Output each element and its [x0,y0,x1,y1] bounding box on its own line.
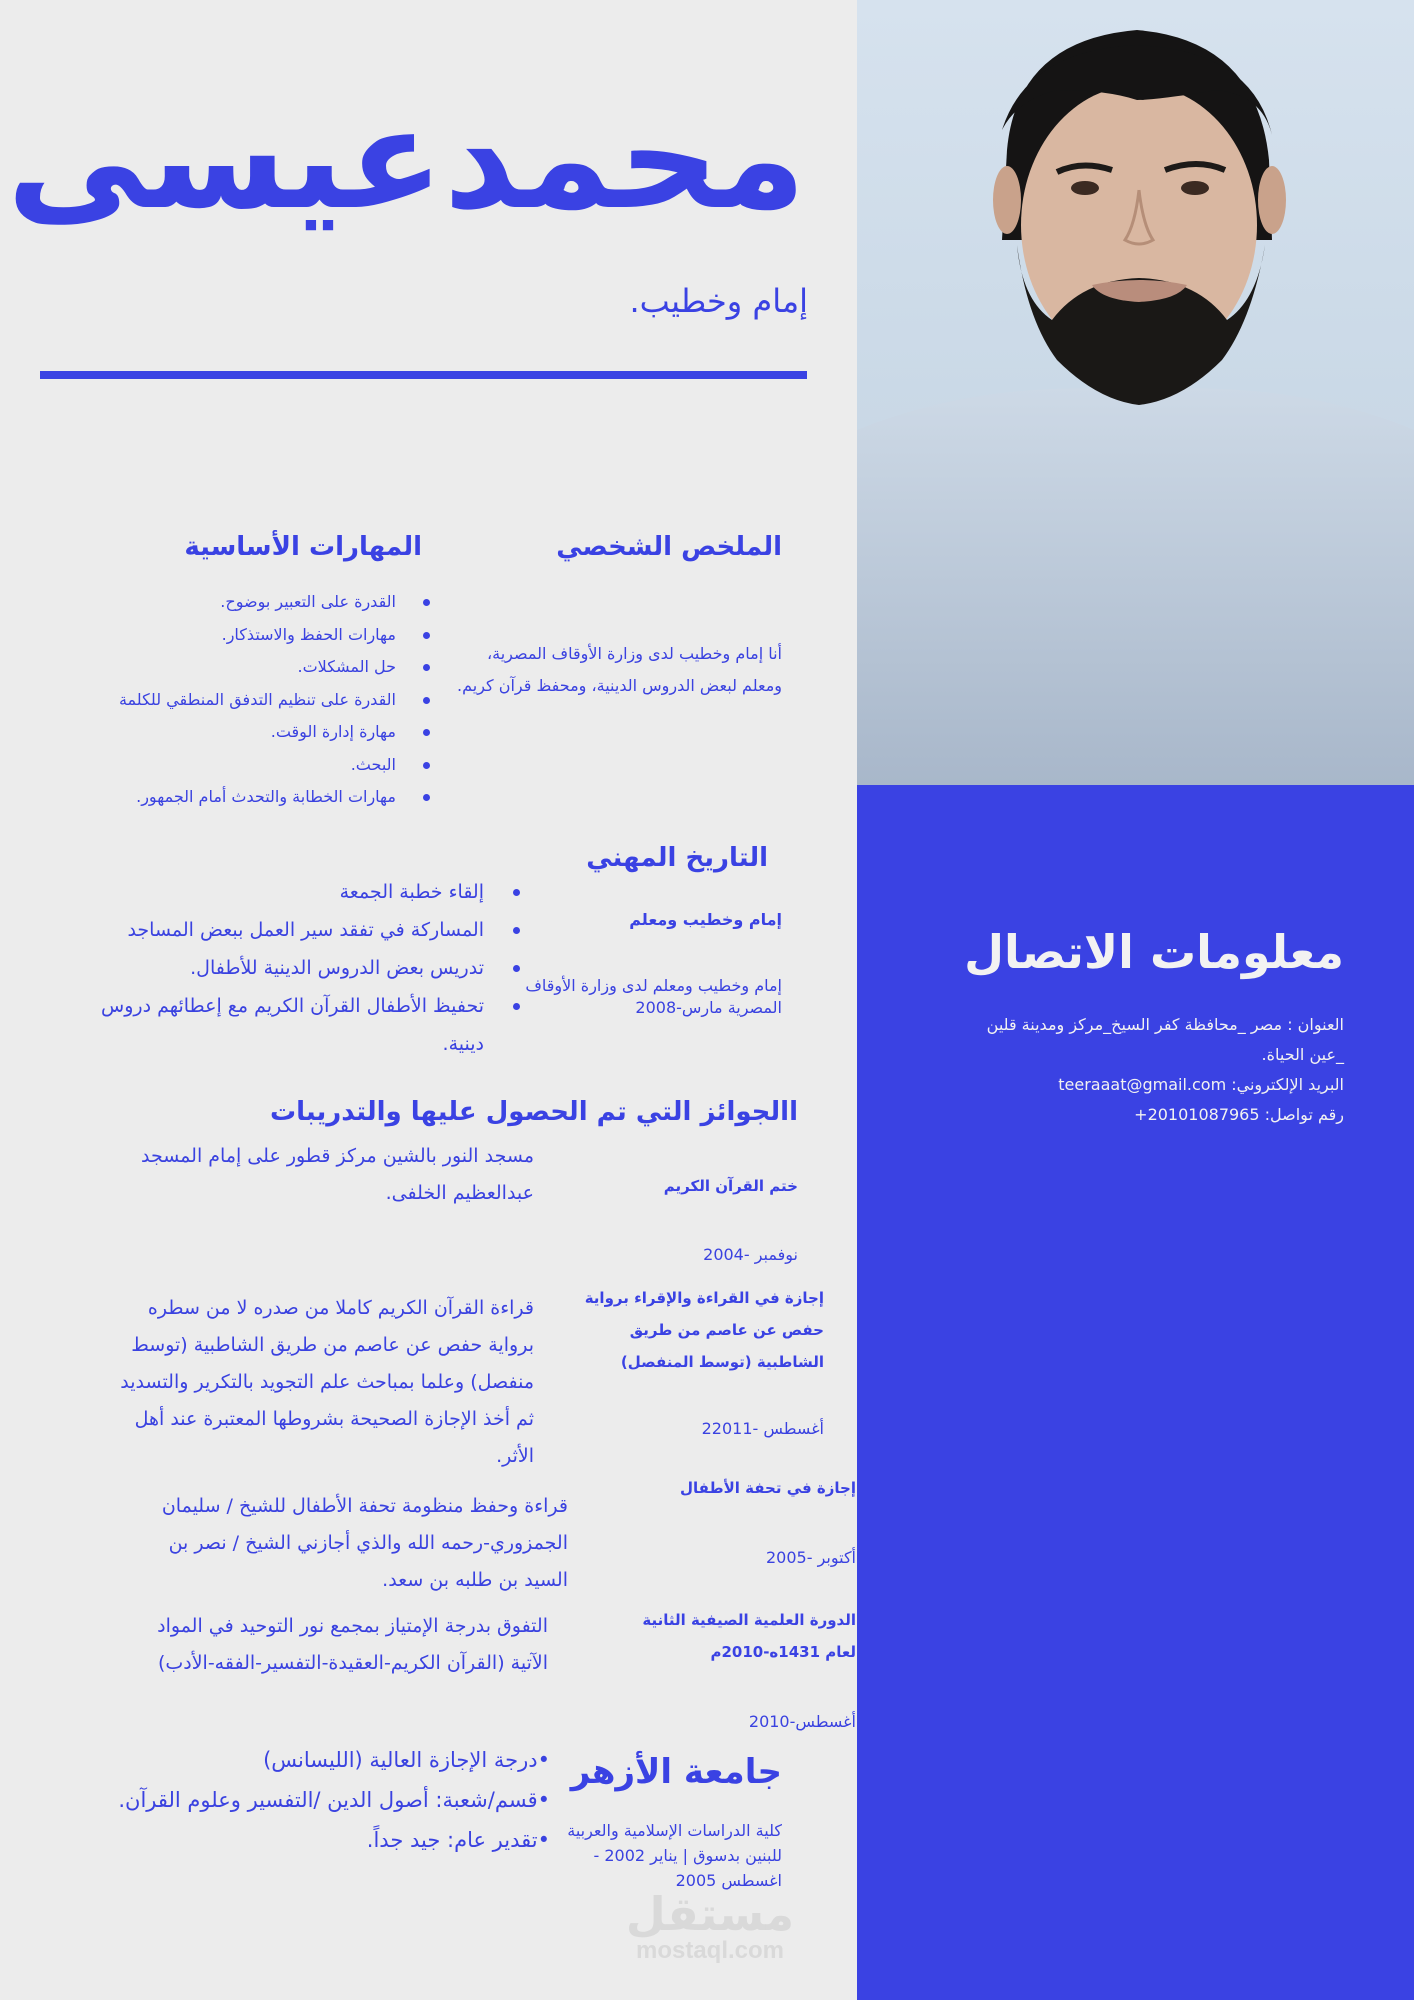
education-description: كلية الدراسات الإسلامية والعربية للبنين بدسوق | يناير 2002 - اغسطس 2005 [567,1821,782,1890]
award-date: أكتوبر -2005 [765,1548,856,1567]
skill-item: القدرة على التعبير بوضوح. [70,586,430,619]
career-duty-item: تحفيظ الأطفال القرآن الكريم مع إعطائهم دروس دينية. [100,987,520,1063]
award-description: قراءة القرآن الكريم كاملا من صدره لا من سطره برواية حفص عن عاصم من طريق الشاطبية (توسط منفصل) وعلما بمباحث علم التجويد بالتكرير والتسديد ثم أخذ الإجازة الصحيحة بشروطها المعتبرة عند أهل الأثر. [120,1297,534,1467]
career-heading: التاريخ المهني [586,843,768,873]
skill-item: البحث. [70,749,430,782]
skill-item: مهارات الحفظ والاستذكار. [70,619,430,652]
education-details-list [70,1740,550,1860]
award-description: مسجد النور بالشين مركز قطور على إمام المسجد عبدالعظيم الخلفى. [140,1145,534,1204]
person-name: محمدعيسى [6,78,806,241]
career-duty-item: تدريس بعض الدروس الدينية للأطفال. [100,949,520,987]
skill-item: مهارات الخطابة والتحدث أمام الجمهور. [70,781,430,814]
award-name: الدورة العلمية الصيفية الثانية لعام 1431ه-2010م [642,1611,856,1661]
contact-heading: معلومات الاتصال [964,925,1344,979]
skills-list [70,586,430,814]
portrait-icon [857,0,1414,785]
education-detail-item: •تقدير عام: جيد جداً. [366,1828,550,1852]
job-title: إمام وخطيب. [629,282,808,320]
watermark [620,1887,800,1964]
skill-item: مهارة إدارة الوقت. [70,716,430,749]
education-detail-item: •قسم/شعبة: أصول الدين /التفسير وعلوم القرآن. [118,1788,550,1812]
award-name: إجازة في تحفة الأطفال [680,1479,856,1497]
skill-item: القدرة على تنظيم التدفق المنطقي للكلمة [70,684,430,717]
header-divider [40,371,807,379]
contact-details [964,1010,1344,1130]
award-description: قراءة وحفظ منظومة تحفة الأطفال للشيخ / سليمان الجمزوري-رحمه الله والذي أجازني الشيخ / نصر بن السيد بن طلبه بن سعد. [161,1495,568,1591]
skills-heading: المهارات الأساسية [184,532,422,562]
award-date: أغسطس-2010 [748,1712,856,1731]
contact-address: العنوان : مصر _محافظة كفر السيخ_مركز ومدينة قلين _عين الحياة. [986,1015,1344,1064]
profile-photo [857,0,1414,785]
career-duty-item: المساركة في تفقد سير العمل ببعض المساجد [100,911,520,949]
award-name: ختم القرآن الكريم [663,1177,798,1195]
summary-heading: الملخص الشخصي [556,532,782,562]
award-name: إجازة في القراءة والإقراء برواية حفص عن عاصم من طريق الشاطبية (توسط المنفصل) [584,1289,824,1371]
watermark-arabic: مستقل [625,1887,795,1941]
award-date: أغسطس -22011 [701,1419,824,1438]
contact-panel [857,785,1414,2000]
awards-heading: االجوائز التي تم الحصول عليها والتدريبات [270,1097,798,1127]
education-detail-item: •درجة الإجازة العالية (الليسانس) [263,1748,550,1772]
career-description: إمام وخطيب ومعلم لدى وزارة الأوقاف المصرية مارس-2008 [525,976,782,1017]
summary-text: أنا إمام وخطيب لدى وزارة الأوقاف المصرية، ومعلم لبعض الدروس الدينية، ومحفظ قرآن كريم. [457,644,782,695]
education-heading: جامعة الأزهر [570,1752,782,1792]
career-duties-list [100,873,520,1063]
contact-email[interactable]: البريد الإلكتروني: teeraaat@gmail.com [1058,1075,1344,1094]
career-role: إمام وخطيب ومعلم [629,910,782,929]
career-duty-item: إلقاء خطبة الجمعة [100,873,520,911]
award-date: نوفمبر -2004 [703,1245,798,1264]
award-description: التفوق بدرجة الإمتياز بمجمع نور التوحيد في المواد الآتية (القرآن الكريم-العقيدة-التفسير-الفقه-الأدب) [157,1615,548,1674]
contact-phone[interactable]: رقم تواصل: 20101087965+ [1134,1105,1344,1124]
watermark-latin: mostaql.com [635,1937,785,1964]
skill-item: حل المشكلات. [70,651,430,684]
